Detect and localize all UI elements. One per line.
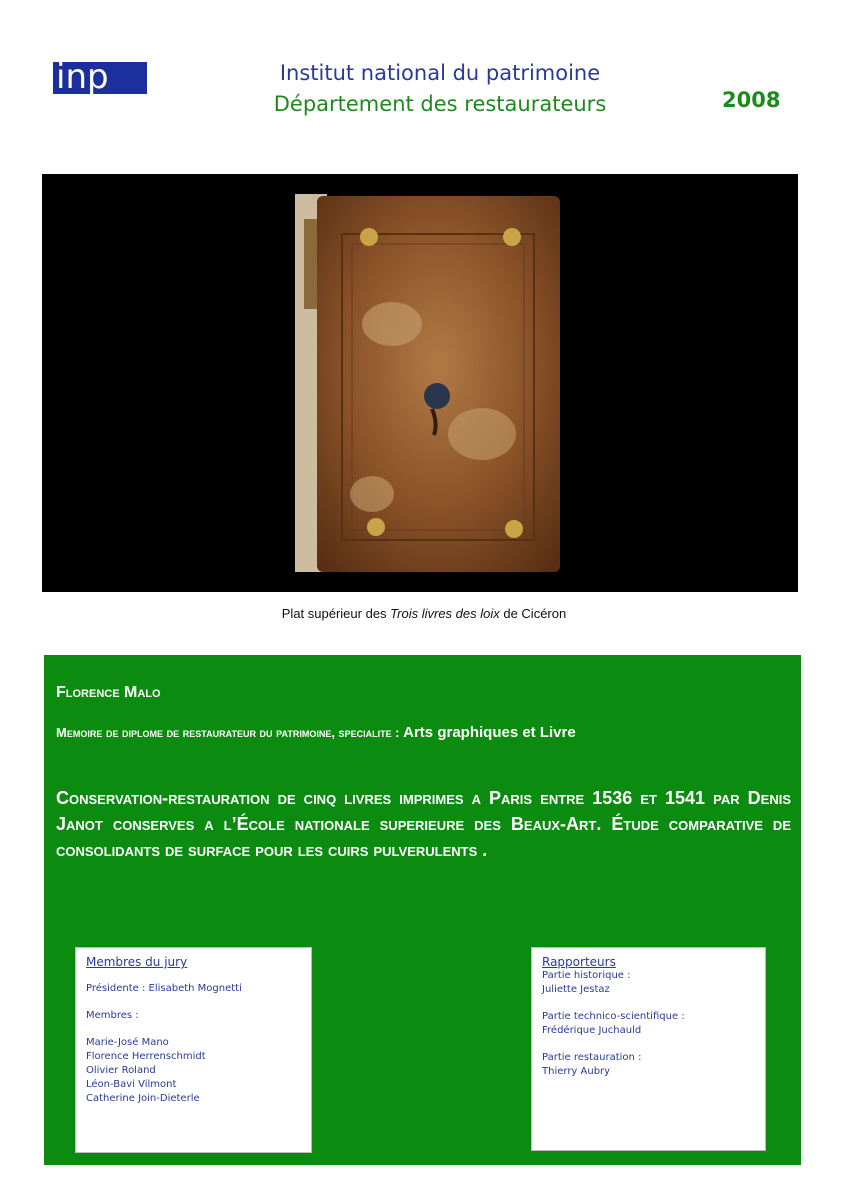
- jury-members-label: Membres :: [86, 1010, 139, 1021]
- technico-name: Frédérique Juchauld: [542, 1025, 642, 1036]
- caption-prefix: Plat supérieur des: [281, 606, 391, 621]
- jury-heading: Membres du jury: [86, 955, 188, 969]
- rapporteurs-heading: Rapporteurs: [542, 955, 616, 969]
- author-name: Florence Malo: [56, 684, 161, 701]
- restauration-label: Partie restauration :: [542, 1052, 642, 1063]
- book-photo: [42, 174, 798, 592]
- logo-text: inp: [56, 57, 109, 97]
- jury-member: Florence Herrenschmidt: [86, 1051, 206, 1062]
- restauration-name: Thierry Aubry: [542, 1066, 611, 1077]
- inp-logo: [53, 50, 147, 106]
- historique-label: Partie historique :: [542, 970, 631, 981]
- diploma-label: Memoire de diplome de restaurateur du patrimoine, specialite :: [56, 725, 400, 740]
- thesis-panel: [44, 655, 801, 1165]
- book-cover-image: [42, 174, 798, 592]
- photo-caption: [0, 606, 848, 621]
- rapporteurs-box: [531, 947, 766, 1151]
- institution-name: Institut national du patrimoine: [279, 61, 601, 85]
- diploma-subtitle: [56, 724, 576, 741]
- jury-member: Léon-Bavi Vilmont: [86, 1079, 177, 1090]
- year: 2008: [722, 88, 781, 112]
- caption-suffix: de Cicéron: [499, 606, 567, 621]
- institution-header: [220, 58, 660, 120]
- caption-book-title: Trois livres des loix: [390, 606, 500, 621]
- jury-president: Présidente : Elisabeth Mognetti: [86, 983, 242, 994]
- technico-label: Partie technico-scientifique :: [542, 1011, 685, 1022]
- jury-box: [75, 947, 312, 1153]
- jury-member: Catherine Join-Dieterle: [86, 1093, 200, 1104]
- historique-name: Juliette Jestaz: [542, 984, 610, 995]
- jury-member: Olivier Roland: [86, 1065, 156, 1076]
- jury-member: Marie-José Mano: [86, 1037, 169, 1048]
- specialty: Arts graphiques et Livre: [403, 724, 576, 741]
- thesis-title: Conservation-restauration de cinq livres imprimes a Paris entre 1536 et 1541 par Denis Janot conserves a l’École nationale superieure des Beaux-Art. Étude comparative de consolidants de surface pour les cuirs pulverulents .: [56, 788, 791, 860]
- department-name: Département des restaurateurs: [273, 92, 607, 116]
